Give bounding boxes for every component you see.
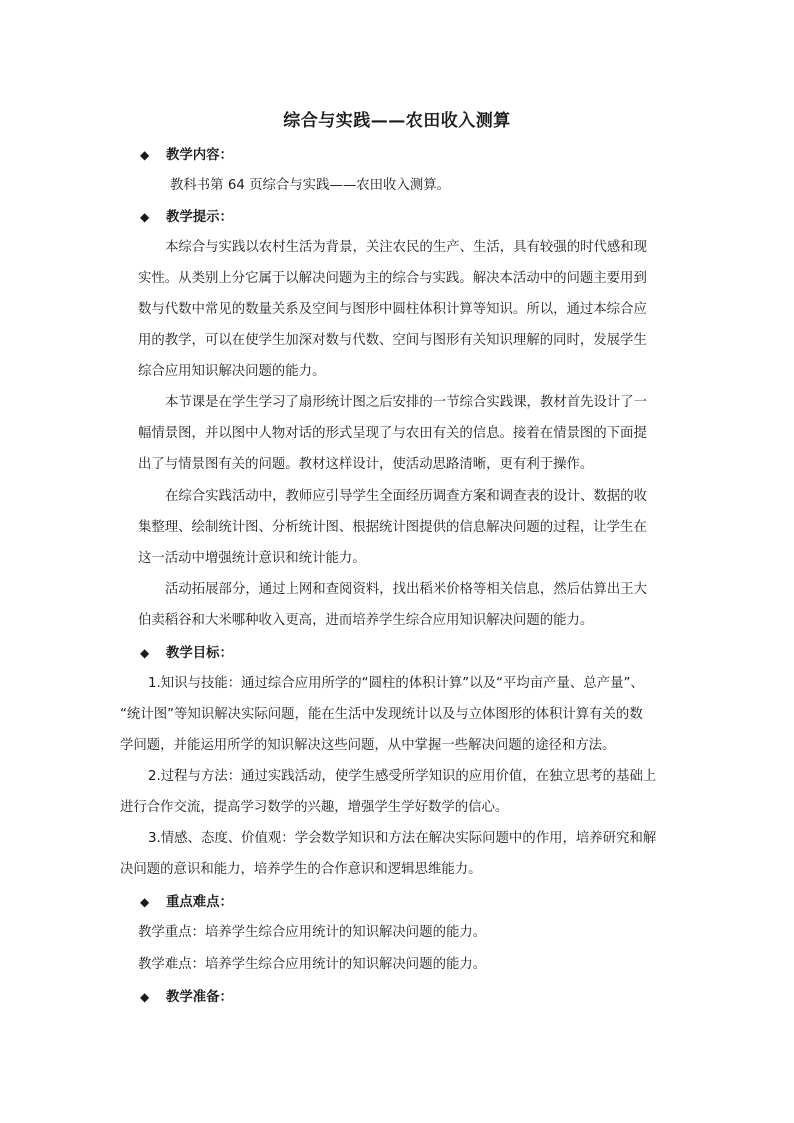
goals-line: 1.知识与技能：通过综合应用所学的“圆柱的体积计算”以及“平均亩产量、总产量”、 <box>148 676 644 691</box>
section-heading-content: ◆ 教学内容： <box>140 145 233 166</box>
hints-line: 用的教学，可以在使学生加深对数与代数、空间与图形有关知识理解的同时，发展学生 <box>138 333 647 348</box>
goals-line: 2.过程与方法：通过实践活动，使学生感受所学知识的应用价值，在独立思考的基础上 <box>148 769 657 784</box>
diamond-bullet-icon: ◆ <box>140 895 150 909</box>
section-heading-preparation: ◆ 教学准备： <box>140 987 233 1008</box>
goals-line: 学问题，并能运用所学的知识解决这些问题，从中掌握一些解决问题的途径和方法。 <box>120 738 616 753</box>
goals-line: 决问题的意识和能力，培养学生的合作意识和逻辑思维能力。 <box>120 862 482 877</box>
key-point-line: 教学难点：培养学生综合应用统计的知识解决问题的能力。 <box>138 957 487 972</box>
goals-line: “统计图”等知识解决实际问题，能在生活中发现统计以及与立体图形的体积计算有关的数 <box>120 707 643 722</box>
hints-line: 伯卖稻谷和大米哪种收入更高，进而培养学生综合应用知识解决问题的能力。 <box>138 613 594 628</box>
goals-line: 3.情感、态度、价值观：学会数学知识和方法在解决实际问题中的作用，培养研究和解 <box>148 831 657 846</box>
hints-line: 这一活动中增强统计意识和统计能力。 <box>138 551 366 566</box>
hints-line: 综合应用知识解决问题的能力。 <box>138 364 326 379</box>
goals-line: 进行合作交流，提高学习数学的兴趣，增强学生学好数学的信心。 <box>120 800 509 815</box>
diamond-bullet-icon: ◆ <box>140 210 150 224</box>
key-point-line: 教学重点：培养学生综合应用统计的知识解决问题的能力。 <box>138 925 487 940</box>
hints-line: 本节课是在学生学习了扇形统计图之后安排的一节综合实践课，教材首先设计了一 <box>165 395 648 410</box>
section-heading-key-points: ◆ 重点难点： <box>140 892 233 913</box>
hints-line: 活动拓展部分，通过上网和查阅资料，找出稻米价格等相关信息，然后估算出王大 <box>165 582 648 597</box>
hints-line: 出了与情景图有关的问题。教材这样设计，使活动思路清晰，更有利于操作。 <box>138 457 594 472</box>
hints-line: 实性。从类别上分它属于以解决问题为主的综合与实践。解决本活动中的问题主要用到 <box>138 271 647 286</box>
document-title: 综合与实践——农田收入测算 <box>283 111 511 131</box>
diamond-bullet-icon: ◆ <box>140 148 150 162</box>
hints-line: 在综合实践活动中，教师应引导学生全面经历调查方案和调查表的设计、数据的收 <box>165 489 648 504</box>
section-heading-hints: ◆ 教学提示： <box>140 207 233 228</box>
diamond-bullet-icon: ◆ <box>140 646 150 660</box>
hints-line: 本综合与实践以农村生活为背景，关注农民的生产、生活，具有较强的时代感和现 <box>165 240 648 255</box>
hints-line: 幅情景图，并以图中人物对话的形式呈现了与农田有关的信息。接着在情景图的下面提 <box>138 426 647 441</box>
content-line: 教科书第 64 页综合与实践——农田收入测算。 <box>170 178 450 193</box>
section-heading-goals: ◆ 教学目标： <box>140 643 233 664</box>
hints-line: 数与代数中常见的数量关系及空间与图形中圆柱体积计算等知识。所以，通过本综合应 <box>138 302 647 317</box>
diamond-bullet-icon: ◆ <box>140 990 150 1004</box>
hints-line: 集整理、绘制统计图、分析统计图、根据统计图提供的信息解决问题的过程，让学生在 <box>138 520 647 535</box>
